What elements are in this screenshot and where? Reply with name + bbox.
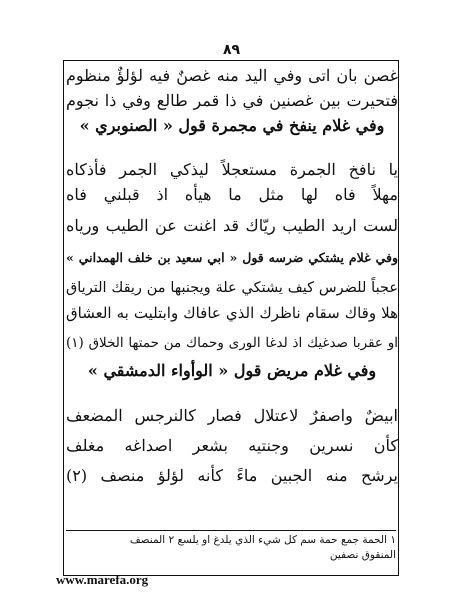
section-heading: وفي غلام مريض قول « الوأواء الدمشقي » xyxy=(87,361,377,380)
footnote-line: ١ الحمة جمع حمة سم كل شيء الذي يلدغ او يلسع ٢ المنصف xyxy=(129,534,396,546)
text-line: هلا وقاك سقام ناظرك الذي عافاك وابتليت به العشاق xyxy=(66,304,398,322)
page-number: ٨٩ xyxy=(222,42,241,58)
text-line: يا نافخ الجمرة مستعجلاً ليذكي الجمر فأذكاه xyxy=(66,160,398,179)
text-line: مهلاً فاه لها مثل ما هيأه اذ قبلني فاه xyxy=(66,185,398,204)
section-heading: وفي غلام يشتكي ضرسه قول « ابي سعيد بن خلف الهمداني » xyxy=(66,250,398,265)
text-line: يرشح منه الجبين ماءً كأنه لؤلؤ منصف (٢) xyxy=(66,466,398,485)
text-line: فتحيرت بين غصنين في ذا قمر طالع وفي ذا نجوم xyxy=(66,91,398,110)
text-line: ابيضٌ واصفرٌ لاعتلال فصار كالنرجس المضعف xyxy=(66,406,398,425)
text-line: كأن نسرين وجنتيه بشعر اصداغه مغلف xyxy=(66,436,398,455)
section-heading: وفي غلام ينفخ في مجمرة قول « الصنوبري » xyxy=(79,116,385,135)
watermark-url: www.marefa.org xyxy=(56,572,149,587)
text-line: غصن بان اتى وفي اليد منه غصنٌ فيه لؤلؤٌ منظوم xyxy=(66,66,398,85)
text-line: او عقربا صدغيك اذ لدغا الورى وحماك من حمتها الخلاق (١) xyxy=(66,335,398,351)
text-line: عجباً للضرس كيف يشتكي علة ويجنبها من ريقك الترياق xyxy=(66,280,398,296)
text-line: لست اريد الطيب ريّاك قد اغنت عن الطيب ورياه xyxy=(66,216,398,235)
footnote-line: المنقوق نصفين xyxy=(329,549,396,561)
footnote-divider xyxy=(66,530,396,531)
